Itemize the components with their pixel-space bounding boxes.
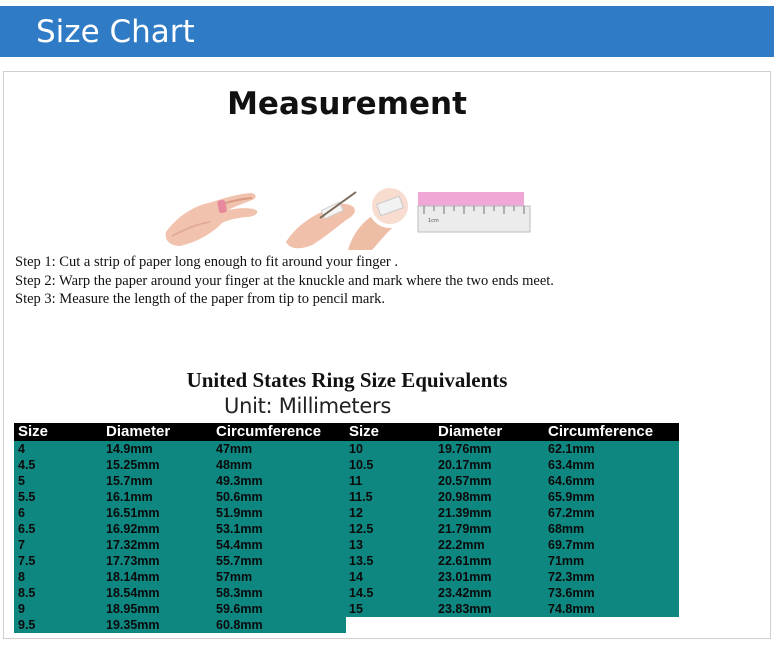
table-row <box>14 585 679 601</box>
table-cell: 12.5 <box>349 522 374 536</box>
table-cell: 10 <box>349 442 363 456</box>
table-cell: 22.2mm <box>438 538 485 552</box>
table-cell: 12 <box>349 506 363 520</box>
table-cell: 6 <box>18 506 25 520</box>
table-cell: 10.5 <box>349 458 374 472</box>
table-cell: 63.4mm <box>548 458 595 472</box>
table-cell: 71mm <box>548 554 585 568</box>
table-row <box>14 457 679 473</box>
table-cell: 53.1mm <box>216 522 263 536</box>
step-2: Step 2: Warp the paper around your finger at the knuckle and mark where the two ends meet. <box>15 272 554 289</box>
table-cell: 21.39mm <box>438 506 492 520</box>
table-cell: 18.95mm <box>106 602 160 616</box>
header-size: Size <box>349 423 380 440</box>
table-row <box>14 537 679 553</box>
table-cell: 15 <box>349 602 363 616</box>
header-size: Size <box>18 423 49 440</box>
step-1: Step 1: Cut a strip of paper long enough to fit around your finger . <box>15 254 398 270</box>
table-cell: 22.61mm <box>438 554 492 568</box>
table-cell: 9 <box>18 602 25 616</box>
table-cell: 72.3mm <box>548 570 595 584</box>
header-circumference: Circumference <box>548 423 654 440</box>
table-cell: 54.4mm <box>216 538 263 552</box>
page-title: Size Chart <box>36 14 195 50</box>
table-cell: 47mm <box>216 442 253 456</box>
table-cell: 59.6mm <box>216 602 263 616</box>
table-row <box>14 505 679 521</box>
table-cell: 64.6mm <box>548 474 595 488</box>
table-header-row <box>14 423 679 441</box>
table-cell: 8 <box>18 570 25 584</box>
header-diameter: Diameter <box>438 423 503 440</box>
table-cell: 68mm <box>548 522 585 536</box>
table-cell: 13 <box>349 538 363 552</box>
table-cell: 23.01mm <box>438 570 492 584</box>
table-cell: 8.5 <box>18 586 36 600</box>
table-cell: 11 <box>349 474 363 488</box>
table-cell: 7 <box>18 538 25 552</box>
table-cell: 48mm <box>216 458 253 472</box>
table-row <box>14 569 679 585</box>
table-cell: 15.25mm <box>106 458 160 472</box>
table-cell: 55.7mm <box>216 554 263 568</box>
measurement-photos <box>162 180 534 250</box>
table-cell: 17.32mm <box>106 538 160 552</box>
wrapping-paper-photo-icon <box>286 180 410 250</box>
table-cell: 20.57mm <box>438 474 492 488</box>
table-row <box>14 441 679 457</box>
measurement-title: Measurement <box>227 86 467 122</box>
table-cell: 14.9mm <box>106 442 153 456</box>
table-cell: 16.51mm <box>106 506 160 520</box>
table-cell: 50.6mm <box>216 490 263 504</box>
table-cell: 65.9mm <box>548 490 595 504</box>
table-cell: 58.3mm <box>216 586 263 600</box>
table-cell: 51.9mm <box>216 506 263 520</box>
table-cell: 6.5 <box>18 522 36 536</box>
table-cell: 67.2mm <box>548 506 595 520</box>
header-circumference: Circumference <box>216 423 322 440</box>
table-cell: 9.5 <box>18 618 36 632</box>
table-row <box>14 521 679 537</box>
table-cell: 62.1mm <box>548 442 595 456</box>
table-cell: 16.92mm <box>106 522 160 536</box>
table-cell: 17.73mm <box>106 554 160 568</box>
table-cell: 4.5 <box>18 458 36 472</box>
table-row <box>14 489 679 505</box>
table-cell: 69.7mm <box>548 538 595 552</box>
table-cell: 20.17mm <box>438 458 492 472</box>
table-cell: 15.7mm <box>106 474 153 488</box>
table-row <box>14 601 679 617</box>
table-cell: 5.5 <box>18 490 36 504</box>
table-cell: 4 <box>18 442 25 456</box>
table-cell: 14.5 <box>349 586 374 600</box>
table-cell: 5 <box>18 474 25 488</box>
table-cell: 23.83mm <box>438 602 492 616</box>
table-cell: 19.76mm <box>438 442 492 456</box>
table-cell: 60.8mm <box>216 618 263 632</box>
table-cell: 57mm <box>216 570 253 584</box>
table-title: United States Ring Size Equivalents <box>186 368 508 392</box>
table-cell: 11.5 <box>349 490 373 504</box>
ruler-label: 1cm <box>428 218 439 224</box>
table-row <box>14 617 346 633</box>
table-cell: 20.98mm <box>438 490 492 504</box>
table-cell: 73.6mm <box>548 586 595 600</box>
step-3: Step 3: Measure the length of the paper from tip to pencil mark. <box>15 291 386 307</box>
header-diameter: Diameter <box>106 423 171 440</box>
table-cell: 16.1mm <box>106 490 153 504</box>
table-cell: 19.35mm <box>106 618 160 632</box>
header-bar <box>0 6 774 57</box>
measurement-steps <box>15 253 554 309</box>
table-cell: 21.79mm <box>438 522 492 536</box>
table-cell: 23.42mm <box>438 586 492 600</box>
table-cell: 74.8mm <box>548 602 595 616</box>
ruler-photo-icon <box>416 180 534 250</box>
table-unit: Unit: Millimeters <box>224 394 391 418</box>
table-cell: 49.3mm <box>216 474 263 488</box>
table-cell: 14 <box>349 570 363 584</box>
table-cell: 18.14mm <box>106 570 160 584</box>
table-cell: 13.5 <box>349 554 374 568</box>
table-cell: 18.54mm <box>106 586 160 600</box>
hand-photo-icon <box>162 180 262 250</box>
table-cell: 7.5 <box>18 554 36 568</box>
table-row <box>14 553 679 569</box>
table-row <box>14 473 679 489</box>
